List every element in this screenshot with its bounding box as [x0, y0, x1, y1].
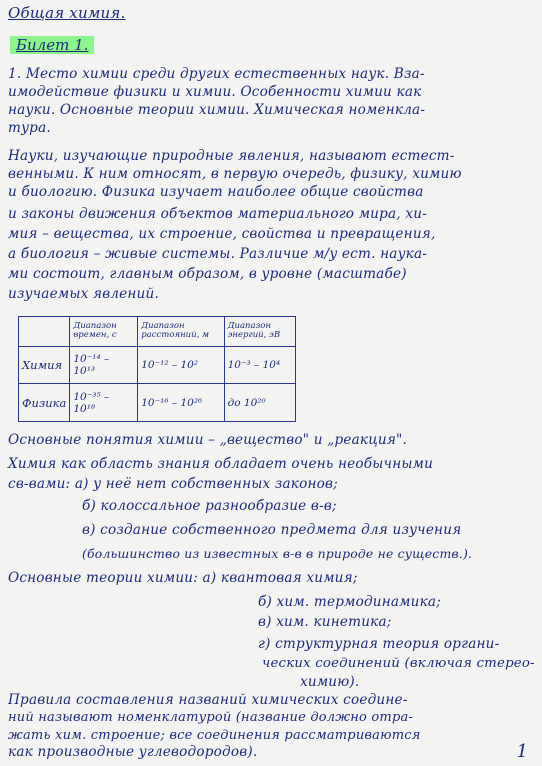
paragraph-line: Науки, изучающие природные явления, называют естест- [8, 148, 455, 164]
theory-item: г) структурная теория органи- [258, 636, 500, 652]
table-header-cell: Диапазон времен, с [70, 317, 138, 347]
list-item: б) колоссальное разнообразие в-в; [82, 498, 337, 514]
list-item: в) создание собственного предмета для изучения [82, 522, 462, 538]
theories-line: Основные теории химии: а) квантовая химия; [8, 570, 358, 586]
table-cell: 10⁻¹⁴ – 10¹³ [70, 346, 138, 384]
question-line-4: тура. [8, 120, 51, 136]
theory-item: ческих соединений (включая стерео- [262, 656, 535, 671]
page-number: 1 [516, 741, 528, 762]
table-header-cell: Диапазон энергий, эВ [224, 317, 295, 347]
paragraph-line: Химия как область знания обладает очень необычными [8, 456, 434, 472]
paragraph-line: Основные понятия химии – „вещество" и „реакция". [8, 432, 408, 448]
theory-item: химию). [300, 674, 360, 690]
question-line-2: имодействие физики и химии. Особенности химии как [8, 84, 422, 100]
table-cell: 10⁻³⁵ – 10¹⁸ [70, 384, 138, 422]
paragraph-line: жать хим. строение; все соединения рассматриваются [8, 728, 421, 743]
paragraph-line: а биология – живые системы. Различие м/у ест. наука- [8, 246, 428, 262]
table-cell: 10⁻¹² – 10² [138, 346, 224, 384]
paragraph-line: изучаемых явлений. [8, 286, 159, 302]
paragraph-line: и законы движения объектов материального мира, хи- [8, 206, 427, 222]
theory-item: в) хим. кинетика; [258, 614, 392, 630]
question-line-1: 1. Место химии среди других естественных наук. Вза- [8, 66, 425, 82]
table-cell: до 10²⁰ [224, 384, 295, 422]
question-line-3: науки. Основные теории химии. Химическая номенкла- [8, 102, 426, 118]
table-row-label: Физика [19, 384, 70, 422]
paragraph-line: ми состоит, главным образом, в уровне (масштабе) [8, 266, 407, 282]
table-row [19, 346, 296, 384]
paragraph-line: мия – вещества, их строение, свойства и превращения, [8, 226, 436, 242]
table-cell: 10⁻³ – 10⁴ [224, 346, 295, 384]
table-row-label: Химия [19, 346, 70, 384]
page-title: Общая химия. [8, 4, 126, 22]
ticket-heading: Билет 1. [10, 36, 94, 54]
paragraph-line: как производные углеводородов). [8, 744, 258, 760]
theory-item: б) хим. термодинамика; [258, 594, 442, 610]
comparison-table [18, 316, 296, 422]
table-row [19, 384, 296, 422]
table-header-row [19, 317, 296, 347]
paragraph-line: венными. К ним относят, в первую очередь, физику, химию [8, 166, 462, 182]
table-header-cell: Диапазон расстояний, м [138, 317, 224, 347]
table-cell: 10⁻¹⁶ – 10²⁶ [138, 384, 224, 422]
table-header-cell [19, 317, 70, 347]
list-intro-line: св-вами: а) у неё нет собственных законов; [8, 476, 338, 492]
paragraph-line: ний называют номенклатурой (название должно отра- [8, 710, 414, 725]
paragraph-line: Правила составления названий химических соедине- [8, 692, 408, 708]
list-item: (большинство из известных в-в в природе не существ.). [82, 546, 473, 561]
paragraph-line: и биологию. Физика изучает наиболее общие свойства [8, 184, 424, 200]
